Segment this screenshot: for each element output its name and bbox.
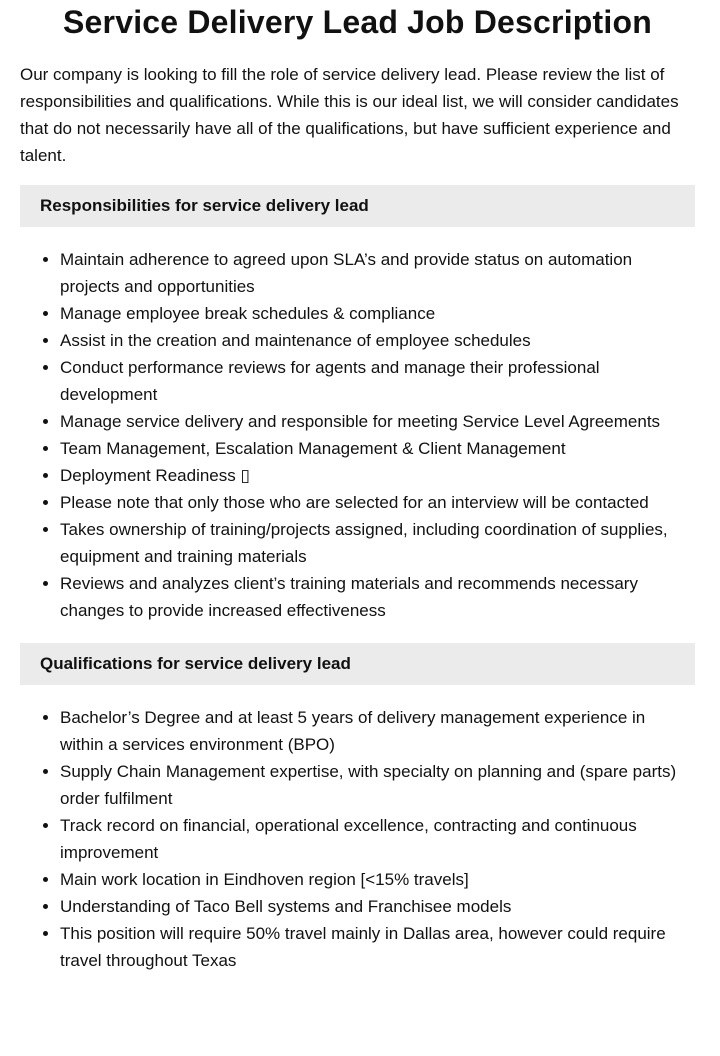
qualifications-heading: Qualifications for service delivery lead	[20, 643, 695, 685]
intro-paragraph: Our company is looking to fill the role of service delivery lead. Please review the list of responsibilities and qualifications. While this is our ideal list, we will consider candidates that do not necessarily have all of the qualifications, but have sufficient experience and talent.	[20, 65, 679, 165]
responsibilities-list	[20, 246, 695, 624]
responsibility-item: Please note that only those who are selected for an interview will be contacted	[60, 489, 695, 516]
job-description-page	[20, 0, 695, 974]
responsibility-item: Takes ownership of training/projects assigned, including coordination of supplies, equipment and training materials	[60, 516, 695, 570]
responsibility-item: Maintain adherence to agreed upon SLA’s and provide status on automation projects and opportunities	[60, 246, 695, 300]
responsibility-item: Reviews and analyzes client’s training materials and recommends necessary changes to provide increased effectiveness	[60, 570, 695, 624]
qualifications-list	[20, 704, 695, 974]
qualification-item: This position will require 50% travel mainly in Dallas area, however could require travel throughout Texas	[60, 920, 695, 974]
qualification-item: Supply Chain Management expertise, with specialty on planning and (spare parts) order fulfilment	[60, 758, 695, 812]
qualification-item: Main work location in Eindhoven region [<15% travels]	[60, 866, 695, 893]
qualification-item: Bachelor’s Degree and at least 5 years of delivery management experience in within a services environment (BPO)	[60, 704, 695, 758]
responsibility-item: Assist in the creation and maintenance of employee schedules	[60, 327, 695, 354]
page-title: Service Delivery Lead Job Description	[63, 4, 652, 40]
responsibilities-heading: Responsibilities for service delivery lead	[20, 185, 695, 227]
responsibility-item: Manage service delivery and responsible for meeting Service Level Agreements	[60, 408, 695, 435]
responsibility-item: Manage employee break schedules & compliance	[60, 300, 695, 327]
responsibility-item: Team Management, Escalation Management & Client Management	[60, 435, 695, 462]
qualification-item: Track record on financial, operational excellence, contracting and continuous improvement	[60, 812, 695, 866]
responsibility-item: Conduct performance reviews for agents and manage their professional development	[60, 354, 695, 408]
qualification-item: Understanding of Taco Bell systems and Franchisee models	[60, 893, 695, 920]
responsibility-item: Deployment Readiness ▯	[60, 462, 695, 489]
